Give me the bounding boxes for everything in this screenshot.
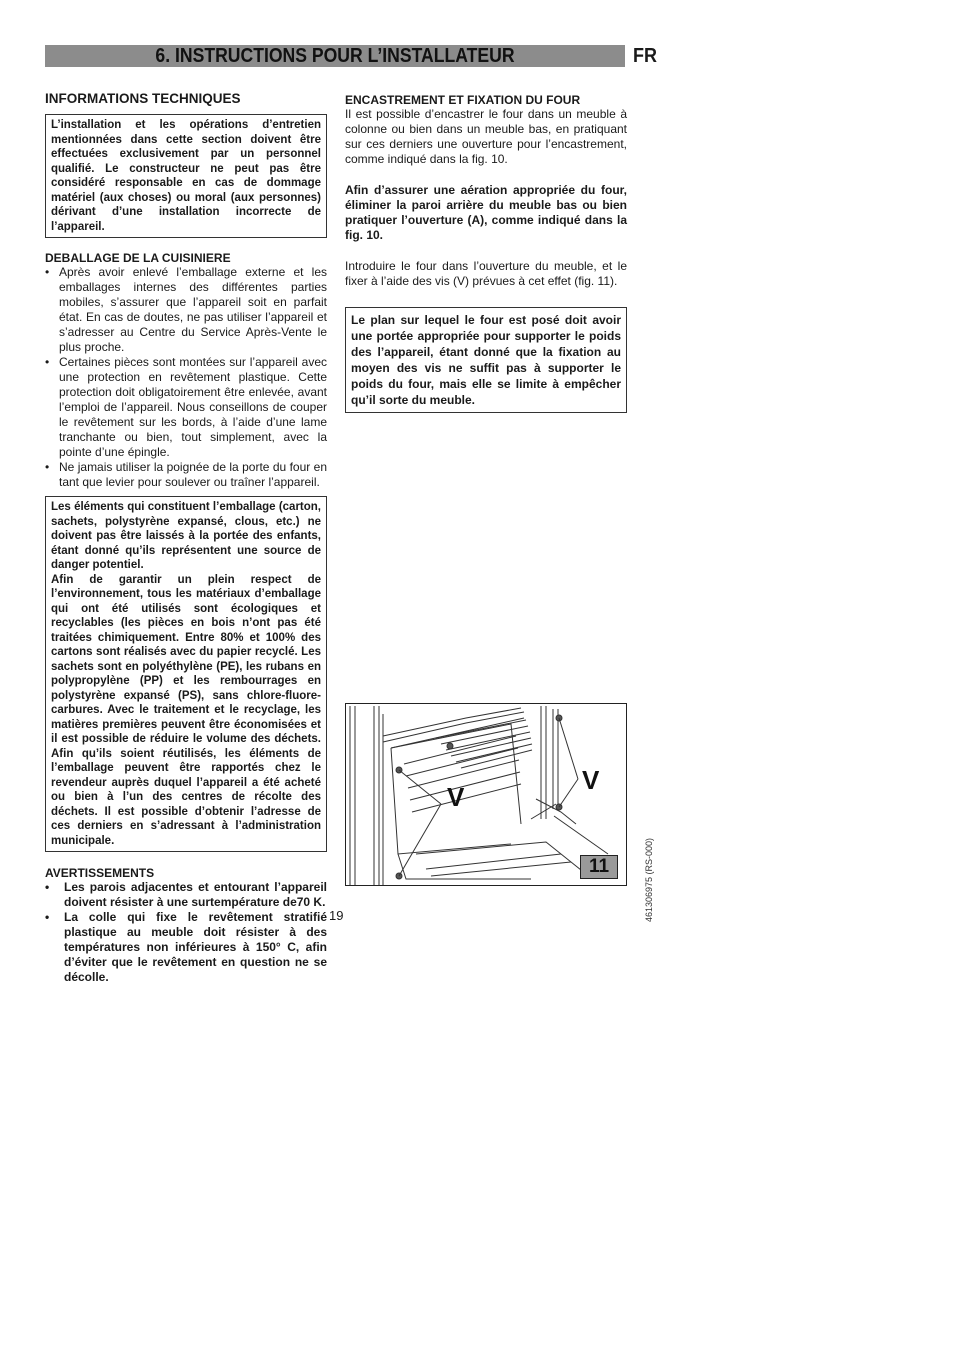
section-title: 6. INSTRUCTIONS POUR L’INSTALLATEUR bbox=[155, 45, 515, 67]
unpacking-heading: DEBALLAGE DE LA CUISINIERE bbox=[45, 251, 231, 265]
document-code: 461306975 (RS-000) bbox=[644, 837, 654, 922]
list-item: • La colle qui fixe le revêtement stratifié plastique au meuble doit résister à des températures non inférieures à 150° C, afin d’éviter que le revêtement en question ne se décolle. bbox=[45, 910, 327, 984]
installer-warning-box: L’installation et les opérations d’entretien mentionnées dans cette section doivent être effectuées exclusivement par un personnel qualifié. Le constructeur ne peut pas être considéré responsable en cas de dommage matériel (aux choses) ou moral (aux personnes) dérivant d’une installation incorrecte de l’appareil. bbox=[45, 114, 327, 238]
ventilation-paragraph: Afin d’assurer une aération appropriée du four, éliminer la paroi arrière du meuble bas ou bien pratiquer l’ouverture (A), comme indiqué dans la fig. 10. bbox=[345, 183, 627, 242]
section-title-bar bbox=[45, 45, 625, 67]
list-item: • Après avoir enlevé l’emballage externe et les emballages internes des différentes parties mobiles, s’assurer que l’appareil soit en parfait état. En cas de doutes, ne pas utiliser l’appareil et s’adresser au Centre du Service Après-Vente le plus proche. bbox=[45, 265, 327, 354]
list-item: • Les parois adjacentes et entourant l’appareil doivent résister à une surtempérature de70 K. bbox=[45, 880, 327, 909]
screw-label-right: V bbox=[582, 765, 600, 795]
right-column bbox=[345, 90, 627, 413]
page-number: 19 bbox=[329, 908, 344, 923]
support-warning-box: Le plan sur lequel le four est posé doit avoir une portée appropriée pour supporter le poids des l’appareil, étant donné que la fixation au moyen des vis ne suffit pas à supporter le poids du four, mais elle se limite à empêcher qu’il sorte du meuble. bbox=[345, 307, 627, 413]
list-item: • Ne jamais utiliser la poignée de la porte du four en tant que levier pour soulever ou traîner l’appareil. bbox=[45, 460, 327, 489]
fixing-paragraph: Introduire le four dans l’ouverture du meuble, et le fixer à l’aide des vis (V) prévues à cet effet (fig. 11). bbox=[345, 259, 627, 288]
warnings-heading: AVERTISSEMENTS bbox=[45, 866, 155, 880]
packaging-recycling-text: Afin de garantir un plein respect de l’environnement, tous les matériaux d’emballage qui ont été utilisés sont écologiques et recyclables (les pièces en bois n’ont pas été traitées chimiquement. Entre 80% et 100% des cartons sont réalisés avec du papier recyclé. Les sachets sont en polyéthylène (PE), les rubans en polypropylène (PP) et les rembourrages en polystyrène expansé (PS), sans chlore-fluore-carbures. Avec le traitement et le recyclage, les matières premières peuvent être économisées et il est possible de réduire le volume des déchets. Afin qu’ils soient réutilisés, les éléments de l’emballage peuvent être rapportés chez le revendeur auprès duquel l’appareil a été acheté ou bien à l’un des centres de récolte des déchets. Il est possible d’obtenir l’adresse de ces derniers en s’adressant à l’administration municipale. bbox=[51, 573, 321, 847]
built-in-paragraph-1: Il est possible d’encastrer le four dans un meuble à colonne ou bien dans un meuble bas, en pratiquant sur ces derniers une ouverture pour l’encastrement, comme indiqué dans la fig. 10. bbox=[345, 107, 627, 166]
packaging-danger-text: Les éléments qui constituent l’emballage (carton, sachets, polystyrène expansé, clous, etc.) ne doivent pas être laissés à la portée des enfants, étant donné qu’ils représentent une source de danger potentiel. bbox=[51, 501, 321, 571]
list-item: • Certaines pièces sont montées sur l’appareil avec une protection en revêtement plastique. Cette protection doit obligatoirement être enlevée, avant l’emploi de l’appareil. Nous conseillons de couper le revêtement sur les bords, à l’aide d’une lame tranchante ou bien, tout simplement, avec la pointe d’une épingle. bbox=[45, 355, 327, 459]
language-code: FR bbox=[633, 45, 658, 67]
left-column bbox=[45, 90, 327, 985]
figure-number-badge: 11 bbox=[580, 855, 618, 879]
unpacking-list bbox=[45, 265, 327, 490]
screw-label-left: V bbox=[447, 782, 465, 812]
packaging-environment-box bbox=[45, 496, 327, 852]
built-in-heading: ENCASTREMENT ET FIXATION DU FOUR bbox=[345, 93, 581, 107]
technical-info-heading: INFORMATIONS TECHNIQUES bbox=[45, 91, 241, 106]
warnings-list bbox=[45, 880, 327, 985]
figure-11-oven-fixing bbox=[345, 703, 627, 886]
